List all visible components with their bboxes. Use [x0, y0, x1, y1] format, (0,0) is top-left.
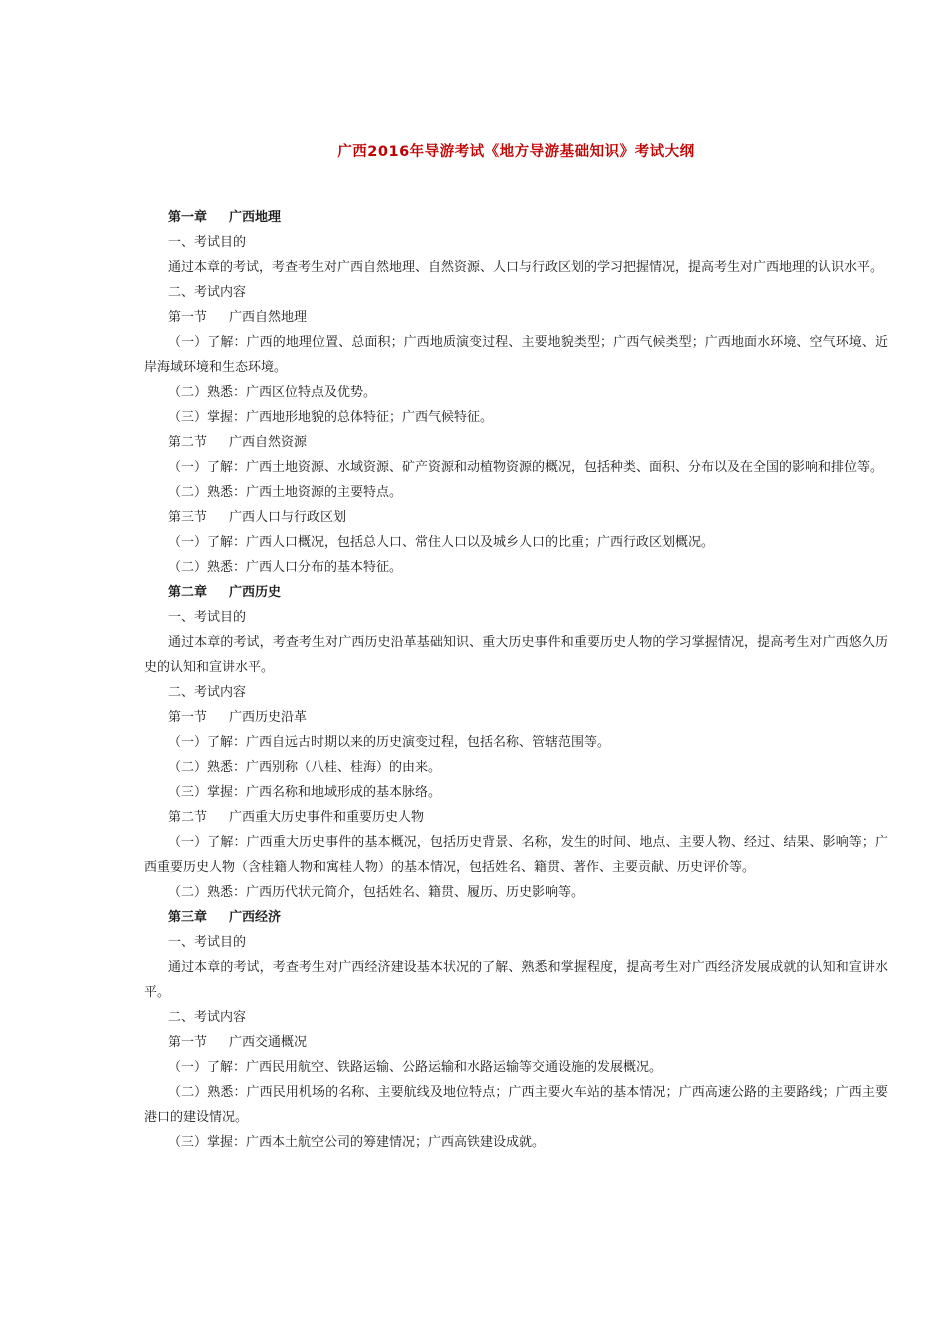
content-item: （三）掌握：广西地形地貌的总体特征；广西气候特征。	[168, 410, 494, 425]
objective-heading: 一、考试目的	[168, 235, 247, 250]
content-heading: 二、考试内容	[168, 685, 247, 700]
content-item: （一）了解：广西的地理位置、总面积；广西地质演变过程、主要地貌类型；广西气候类型；广西地面水环境、空气环境、近岸海域环境和生态环境。	[144, 335, 888, 375]
section-name: 广西交通概况	[229, 1035, 308, 1050]
section-name: 广西人口与行政区划	[229, 510, 347, 525]
section-heading	[144, 805, 888, 830]
chapter-heading	[144, 205, 888, 230]
content-heading: 二、考试内容	[168, 1010, 247, 1025]
chapter-name: 广西历史	[229, 585, 282, 600]
objective-heading: 一、考试目的	[168, 610, 247, 625]
content-item: （一）了解：广西土地资源、水域资源、矿产资源和动植物资源的概况，包括种类、面积、分布以及在全国的影响和排位等。	[168, 460, 884, 475]
chapter-name: 广西经济	[229, 910, 282, 925]
content-item: （二）熟悉：广西土地资源的主要特点。	[168, 485, 403, 500]
chapter-number: 第一章	[168, 210, 208, 225]
content-item: （三）掌握：广西本土航空公司的筹建情况；广西高铁建设成就。	[168, 1135, 546, 1150]
section-number: 第二节	[168, 435, 208, 450]
section-number: 第一节	[168, 310, 208, 325]
content-item: （一）了解：广西自远古时期以来的历史演变过程，包括名称、管辖范围等。	[168, 735, 611, 750]
section-number: 第三节	[168, 510, 208, 525]
section-heading	[144, 430, 888, 455]
section-name: 广西自然资源	[229, 435, 308, 450]
section-number: 第一节	[168, 710, 208, 725]
chapter-number: 第三章	[168, 910, 208, 925]
chapter-name: 广西地理	[229, 210, 282, 225]
content-item: （一）了解：广西民用航空、铁路运输、公路运输和水路运输等交通设施的发展概况。	[168, 1060, 663, 1075]
section-name: 广西自然地理	[229, 310, 308, 325]
objective-text: 通过本章的考试，考查考生对广西历史沿革基础知识、重大历史事件和重要历史人物的学习掌握情况，提高考生对广西悠久历史的认知和宣讲水平。	[144, 635, 888, 675]
content-item: （一）了解：广西重大历史事件的基本概况，包括历史背景、名称，发生的时间、地点、主要人物、经过、结果、影响等；广西重要历史人物（含桂籍人物和寓桂人物）的基本情况，包括姓名、籍贯、著作、主要贡献、历史评价等。	[144, 835, 888, 875]
content-heading: 二、考试内容	[168, 285, 247, 300]
chapter-number: 第二章	[168, 585, 208, 600]
section-number: 第二节	[168, 810, 208, 825]
objective-heading: 一、考试目的	[168, 935, 247, 950]
chapter-heading	[144, 580, 888, 605]
content-item: （二）熟悉：广西人口分布的基本特征。	[168, 560, 403, 575]
section-name: 广西重大历史事件和重要历史人物	[229, 810, 425, 825]
content-item: （三）掌握：广西名称和地域形成的基本脉络。	[168, 785, 442, 800]
section-number: 第一节	[168, 1035, 208, 1050]
section-name: 广西历史沿革	[229, 710, 308, 725]
section-heading	[144, 505, 888, 530]
content-item: （二）熟悉：广西别称（八桂、桂海）的由来。	[168, 760, 442, 775]
objective-text: 通过本章的考试，考查考生对广西自然地理、自然资源、人口与行政区划的学习把握情况，提高考生对广西地理的认识水平。	[168, 260, 884, 275]
document-title: 广西2016年导游考试《地方导游基础知识》考试大纲	[337, 144, 695, 160]
section-heading	[144, 705, 888, 730]
content-item: （二）熟悉：广西民用机场的名称、主要航线及地位特点；广西主要火车站的基本情况；广西高速公路的主要路线；广西主要港口的建设情况。	[144, 1085, 888, 1125]
objective-text: 通过本章的考试，考查考生对广西经济建设基本状况的了解、熟悉和掌握程度，提高考生对广西经济发展成就的认知和宣讲水平。	[144, 960, 888, 1000]
content-item: （一）了解：广西人口概况，包括总人口、常住人口以及城乡人口的比重；广西行政区划概况。	[168, 535, 715, 550]
content-item: （二）熟悉：广西区位特点及优势。	[168, 385, 377, 400]
content-item: （二）熟悉：广西历代状元简介，包括姓名、籍贯、履历、历史影响等。	[168, 885, 585, 900]
section-heading	[144, 1030, 888, 1055]
document-body	[144, 205, 888, 1155]
section-heading	[144, 305, 888, 330]
chapter-heading	[144, 905, 888, 930]
